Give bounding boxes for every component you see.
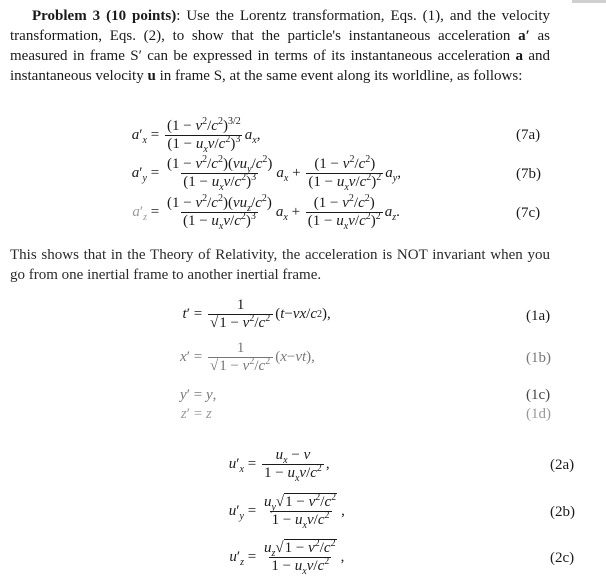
bold-a: a	[515, 48, 523, 64]
equation-1c: y′ = y ,	[180, 387, 217, 403]
equation-2c: $u'_z$ = $\frac{u_z√1 - v^2/c^2}{1 - u_xv/c^2}$ ,	[229, 538, 345, 577]
equation-label-1c: (1c)	[526, 387, 551, 403]
intro-text-4: in frame S, at the same event along its worldline, as follows:	[155, 68, 523, 84]
equation-label-1d: (1d)	[526, 406, 551, 422]
equation-label-7a: (7a)	[516, 127, 541, 143]
problem-heading: Problem 3 (10 points)	[32, 8, 177, 24]
equation-2a: $u'_x$ = $\frac{u_x - v}{1 - u_xv/c^2}$ ,	[228, 447, 330, 484]
equation-label-1b: (1b)	[526, 350, 551, 366]
intro-text-2: as measured in frame S′ can be expressed in terms of its instantaneous acceleration	[10, 28, 551, 64]
equation-1d: z′ = z	[180, 406, 212, 422]
equation-label-1a: (1a)	[526, 308, 551, 324]
scan-edge-mark	[572, 0, 606, 3]
intro-text-3: and instantaneous velocity	[10, 48, 550, 84]
equation-label-2b: (2b)	[550, 504, 575, 520]
bold-a-prime: a′	[518, 28, 530, 44]
conclusion-text: This shows that in the Theory of Relativity, the acceleration is NOT invariant when you go from one inertial frame to another inertial frame.	[10, 247, 550, 283]
equation-label-7b: (7b)	[516, 166, 541, 182]
equation-label-2a: (2a)	[550, 457, 575, 473]
equation-1b: x′ = $\frac{1}{√1 - v^2/c^2}$ ( x − vt ),	[180, 340, 315, 374]
problem-statement	[10, 6, 550, 86]
equation-2b: $u'_y$ = $\frac{u_y√1 - v^2/c^2}{1 - u_xv/c^2}$ ,	[228, 492, 345, 531]
equation-7c: $a'_z$ = $\frac{(1 - v^2/c^2)(vu_z/c^2)}{(1 - u_xv/c^2)^3}$ $a_x$ + $\frac{(1 - v^2/c^2)}{(1 - u_xv/c^2)^2}$ $a_z$ .	[132, 193, 400, 232]
equation-label-2c: (2c)	[550, 550, 575, 566]
equation-7a: $a'_x$ = $\frac{(1 - v^2/c^2)^{3/2}}{(1 - u_xv/c^2)^3}$ $a_x$ ,	[131, 116, 261, 155]
equation-label-7c: (7c)	[516, 205, 541, 221]
equation-7b: $a'_y$ = $\frac{(1 - v^2/c^2)(vu_y/c^2)}{(1 - u_xv/c^2)^3}$ $a_x$ + $\frac{(1 - v^2/c^2)}{(1 - u_xv/c^2)^2}$ $a_y$ ,	[131, 154, 401, 193]
equation-1a: t′ = $\frac{1}{√1 - v^2/c^2}$ ( t − vx / c 2 ),	[182, 297, 331, 331]
intro-text-1: : Use the Lorentz transformation, Eqs. (1), and the velocity transformation, Eqs. (2), to show that the particle's instantaneous acceleration	[10, 8, 551, 44]
bold-u: u	[147, 68, 156, 84]
